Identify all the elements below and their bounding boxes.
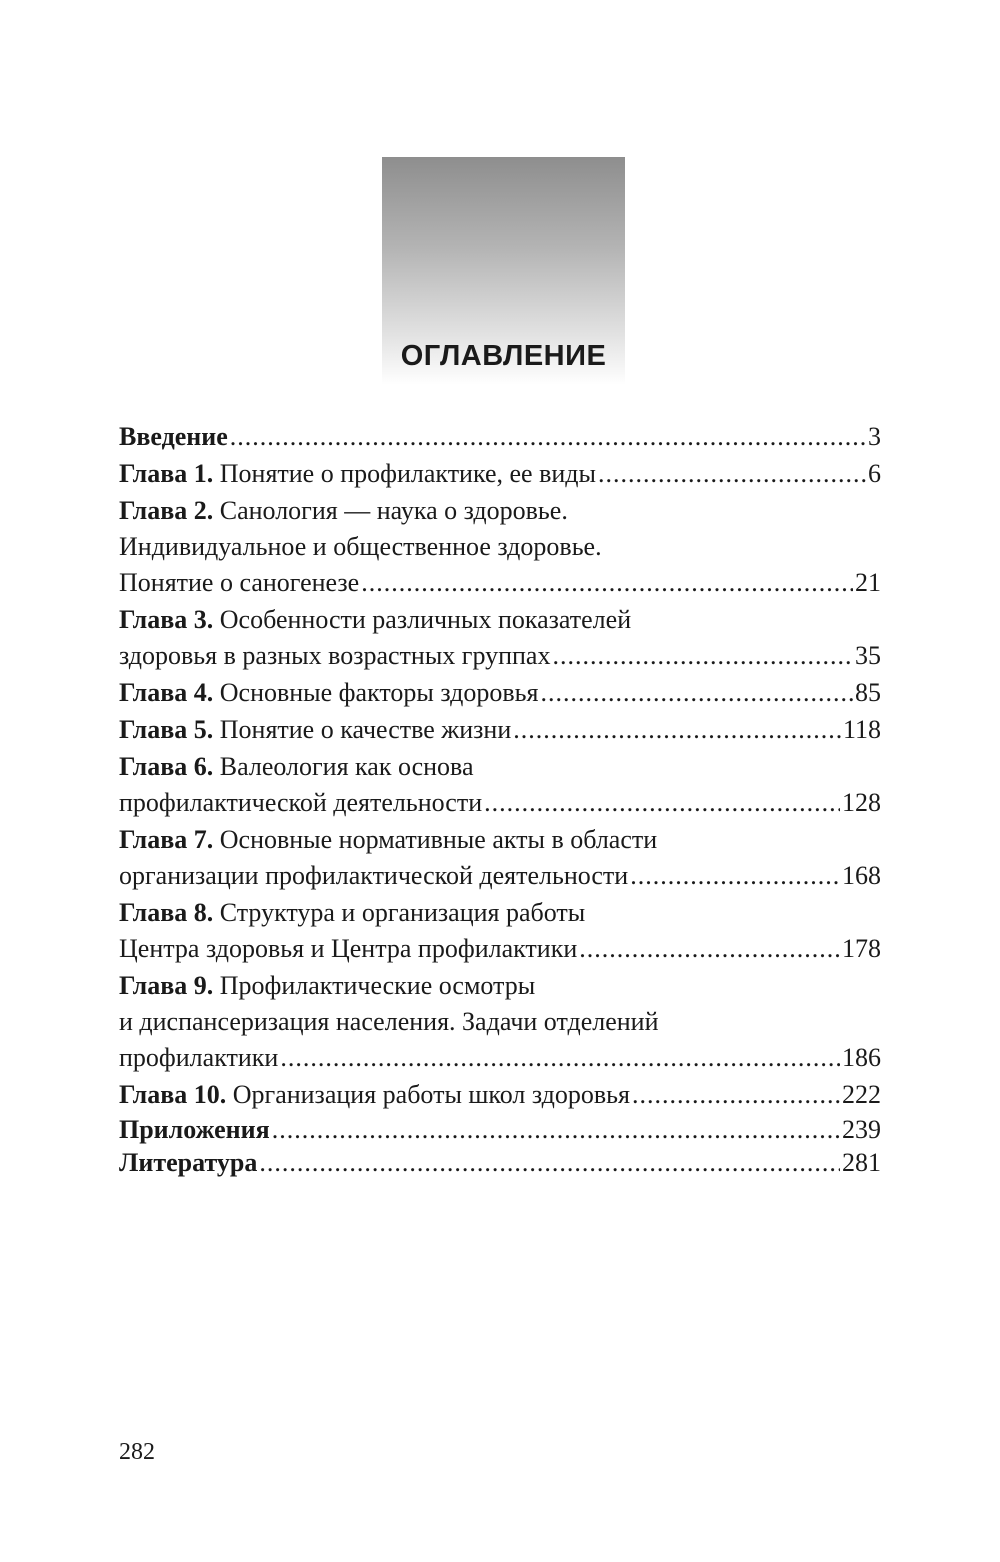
- dot-leader: [272, 1113, 840, 1146]
- toc-entry-chapter-3[interactable]: [119, 602, 881, 674]
- toc-entry-chapter-1[interactable]: [119, 456, 881, 492]
- toc-page-number: 222: [842, 1080, 881, 1109]
- toc-entry-title-continuation: и диспансеризация населения. Задачи отделений: [119, 1007, 659, 1036]
- toc-entry-label: Глава 8.: [119, 898, 214, 927]
- toc-entry-chapter-2[interactable]: [119, 493, 881, 601]
- toc-entry-title: Основные нормативные акты в области: [213, 825, 658, 854]
- toc-entry-chapter-8[interactable]: [119, 895, 881, 967]
- toc-entry-title-continuation: Понятие о саногенезе: [119, 568, 360, 597]
- toc-page-number: 281: [842, 1148, 881, 1177]
- toc-heading: ОГЛАВЛЕНИЕ: [400, 340, 607, 372]
- toc-entry-label: Глава 1.: [119, 459, 214, 488]
- toc-entry-label: Глава 2.: [119, 496, 214, 525]
- dot-leader: [361, 565, 853, 601]
- toc-entry-label: Литература: [119, 1148, 258, 1177]
- toc-entry-chapter-9[interactable]: [119, 968, 881, 1076]
- toc-entry-label: Глава 7.: [119, 825, 214, 854]
- toc-page-number: 3: [868, 422, 881, 451]
- toc-page-number: 168: [842, 861, 881, 890]
- toc-entry-appendices[interactable]: [119, 1113, 881, 1146]
- toc-entry-title-continuation: профилактики: [119, 1043, 279, 1072]
- toc-page-number: 21: [855, 568, 881, 597]
- toc-entry-label: Введение: [119, 422, 228, 451]
- toc-entry-label: Глава 4.: [119, 678, 214, 707]
- dot-leader: [513, 712, 841, 748]
- toc-entry-title: Санология — наука о здоровье.: [213, 496, 568, 525]
- toc-page-number: 239: [842, 1115, 881, 1144]
- toc-entry-label: Глава 10.: [119, 1080, 227, 1109]
- toc-page-number: 6: [868, 459, 881, 488]
- toc-page-number: 35: [855, 641, 881, 670]
- toc-page-number: 128: [842, 788, 881, 817]
- dot-leader: [630, 858, 840, 894]
- toc-entry-chapter-5[interactable]: [119, 712, 881, 748]
- toc-entry-label: Глава 9.: [119, 971, 214, 1000]
- dot-leader: [552, 638, 853, 674]
- page-number: 282: [119, 1439, 155, 1465]
- dot-leader: [579, 931, 840, 967]
- toc-page-number: 186: [842, 1043, 881, 1072]
- toc-page-number: 118: [842, 715, 881, 744]
- toc-entry-label: Глава 3.: [119, 605, 214, 634]
- toc-entry-chapter-10[interactable]: [119, 1077, 881, 1113]
- dot-leader: [484, 785, 840, 821]
- toc-entry-chapter-6[interactable]: [119, 749, 881, 821]
- toc-entry-label: Глава 5.: [119, 715, 214, 744]
- dot-leader: [540, 675, 853, 711]
- toc-page-number: 178: [842, 934, 881, 963]
- toc-entry-title-continuation: организации профилактической деятельности: [119, 861, 629, 890]
- toc-entry-title-continuation: Индивидуальное и общественное здоровье.: [119, 532, 602, 561]
- toc-entry-title: Валеология как основа: [213, 752, 474, 781]
- toc-entry-chapter-7[interactable]: [119, 822, 881, 894]
- dot-leader: [632, 1077, 840, 1113]
- toc-entry-title: Профилактические осмотры: [213, 971, 536, 1000]
- toc-entry-label: Приложения: [119, 1115, 270, 1144]
- toc-entry-title-continuation: профилактической деятельности: [119, 788, 483, 817]
- toc-entry-title: Понятие о качестве жизни: [213, 715, 512, 744]
- dot-leader: [280, 1040, 840, 1076]
- toc-entry-title-continuation: Центра здоровья и Центра профилактики: [119, 934, 578, 963]
- toc-entry-title: Понятие о профилактике, ее виды: [213, 459, 596, 488]
- toc-entry-introduction[interactable]: [119, 419, 881, 455]
- toc-entry-references[interactable]: [119, 1146, 881, 1179]
- toc-entry-label: Глава 6.: [119, 752, 214, 781]
- toc-page-number: 85: [855, 678, 881, 707]
- toc-entry-title: Особенности различных показателей: [213, 605, 632, 634]
- toc-entry-chapter-4[interactable]: [119, 675, 881, 711]
- dot-leader: [259, 1146, 840, 1179]
- toc-entry-title: Организация работы школ здоровья: [226, 1080, 630, 1109]
- toc-entry-title: Основные факторы здоровья: [213, 678, 539, 707]
- toc-entry-title-continuation: здоровья в разных возрастных группах: [119, 641, 551, 670]
- dot-leader: [230, 419, 866, 455]
- table-of-contents: [119, 419, 881, 1179]
- toc-entry-title: Структура и организация работы: [213, 898, 586, 927]
- dot-leader: [598, 456, 866, 492]
